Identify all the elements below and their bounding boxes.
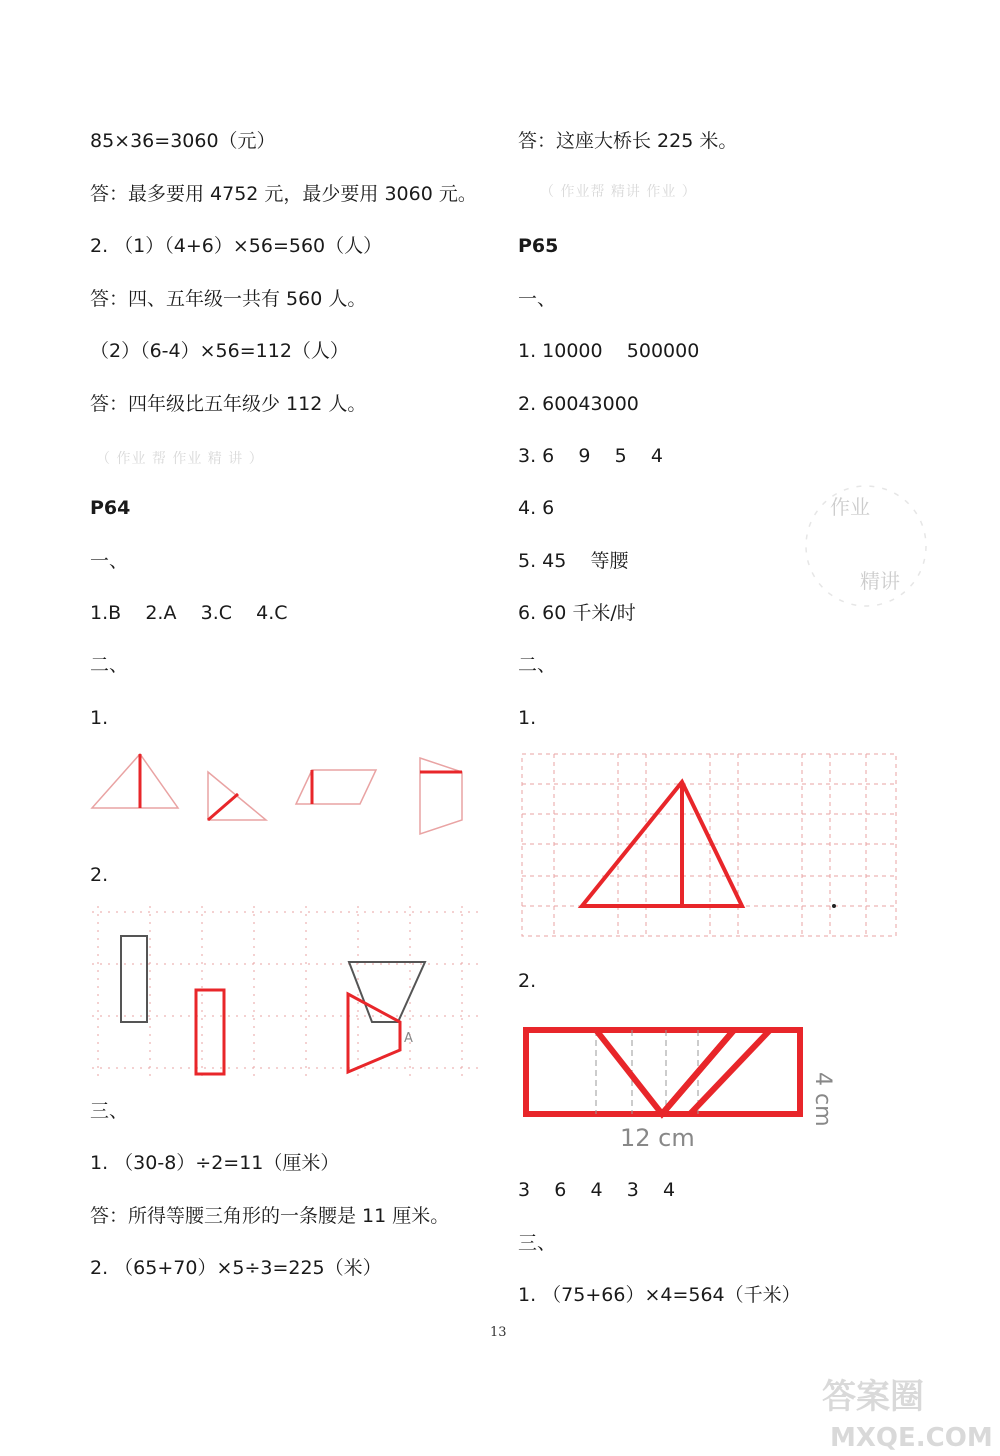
parallelogram-shape xyxy=(296,770,376,804)
right-section-1: 一、 xyxy=(518,288,557,310)
right-calc-1: 1. （75+66）×4=564（千米） xyxy=(518,1284,801,1306)
watermark-line-2: MXQE.COM xyxy=(830,1423,993,1453)
zigzag-line xyxy=(596,1030,734,1114)
grid-point xyxy=(832,904,836,908)
left-section-1: 一、 xyxy=(90,550,129,572)
left-section-2: 二、 xyxy=(90,654,129,676)
watermark-line-1: 答案圈 xyxy=(822,1377,924,1417)
right-rectangle-figure xyxy=(520,1020,840,1160)
right-faint-text: （ 作业帮 精讲 作业 ） xyxy=(540,184,697,200)
right-answer-4: 4. 6 xyxy=(518,497,555,519)
right-line-1: 答：这座大桥长 225 米。 xyxy=(518,130,738,152)
triangle-height-2 xyxy=(208,794,238,820)
stamp-bottom-text: 精讲 xyxy=(860,569,900,593)
faint-stamp xyxy=(800,470,930,620)
left-shapes-figure xyxy=(88,748,488,840)
left-calc-2: 2. （65+70）×5÷3=225（米） xyxy=(90,1257,382,1279)
left-line-4: 答：四、五年级一共有 560 人。 xyxy=(90,288,367,310)
left-line-2: 答：最多要用 4752 元，最少要用 3060 元。 xyxy=(90,183,477,205)
width-label: 12 cm xyxy=(620,1124,695,1152)
zigzag-right-outer xyxy=(690,1030,770,1114)
left-line-3: 2. （1）（4+6）×56=560（人） xyxy=(90,235,383,257)
left-calc-answer: 答：所得等腰三角形的一条腰是 11 厘米。 xyxy=(90,1205,450,1227)
point-a-label: A xyxy=(404,1031,413,1046)
right-section-2: 二、 xyxy=(518,654,557,676)
left-answers-1: 1.B 2.A 3.C 4.C xyxy=(90,602,288,624)
trapezoid-shape xyxy=(420,758,462,834)
triangle-shape-1 xyxy=(92,754,178,808)
rotated-trapezoid xyxy=(348,994,400,1072)
right-section-3: 三、 xyxy=(518,1232,557,1254)
right-answer-3: 3. 6 9 5 4 xyxy=(518,445,663,467)
transformed-rectangle xyxy=(196,990,224,1074)
right-numbers: 3 6 4 3 4 xyxy=(518,1179,676,1201)
right-answer-6: 6. 60 千米/时 xyxy=(518,602,636,624)
watermark-logo xyxy=(818,1368,998,1454)
height-label: 4 cm xyxy=(810,1072,835,1127)
right-question-2: 2. xyxy=(518,970,537,992)
left-grid-figure xyxy=(92,904,482,1078)
right-answer-2: 2. 60043000 xyxy=(518,393,639,415)
left-calc-1: 1. （30-8）÷2=11（厘米） xyxy=(90,1152,340,1174)
left-line-5: （2）（6-4）×56=112（人） xyxy=(90,340,349,362)
heading-p64: P64 xyxy=(90,497,131,519)
original-rectangle xyxy=(121,936,147,1022)
heading-p65: P65 xyxy=(518,235,559,257)
left-question-2: 2. xyxy=(90,864,109,886)
stamp-top-text: 作业 xyxy=(830,495,870,519)
right-grid-figure xyxy=(520,752,900,940)
right-question-1: 1. xyxy=(518,707,537,729)
original-trapezoid xyxy=(349,962,425,1022)
left-faint-text: （ 作业 帮 作业 精 讲 ） xyxy=(96,451,264,467)
left-section-3: 三、 xyxy=(90,1100,129,1122)
left-line-1: 85×36=3060（元） xyxy=(90,130,276,152)
left-line-6: 答：四年级比五年级少 112 人。 xyxy=(90,393,367,415)
page-number: 13 xyxy=(490,1325,507,1340)
right-answer-1: 1. 10000 500000 xyxy=(518,340,700,362)
right-answer-5: 5. 45 等腰 xyxy=(518,550,629,572)
left-question-1: 1. xyxy=(90,707,109,729)
